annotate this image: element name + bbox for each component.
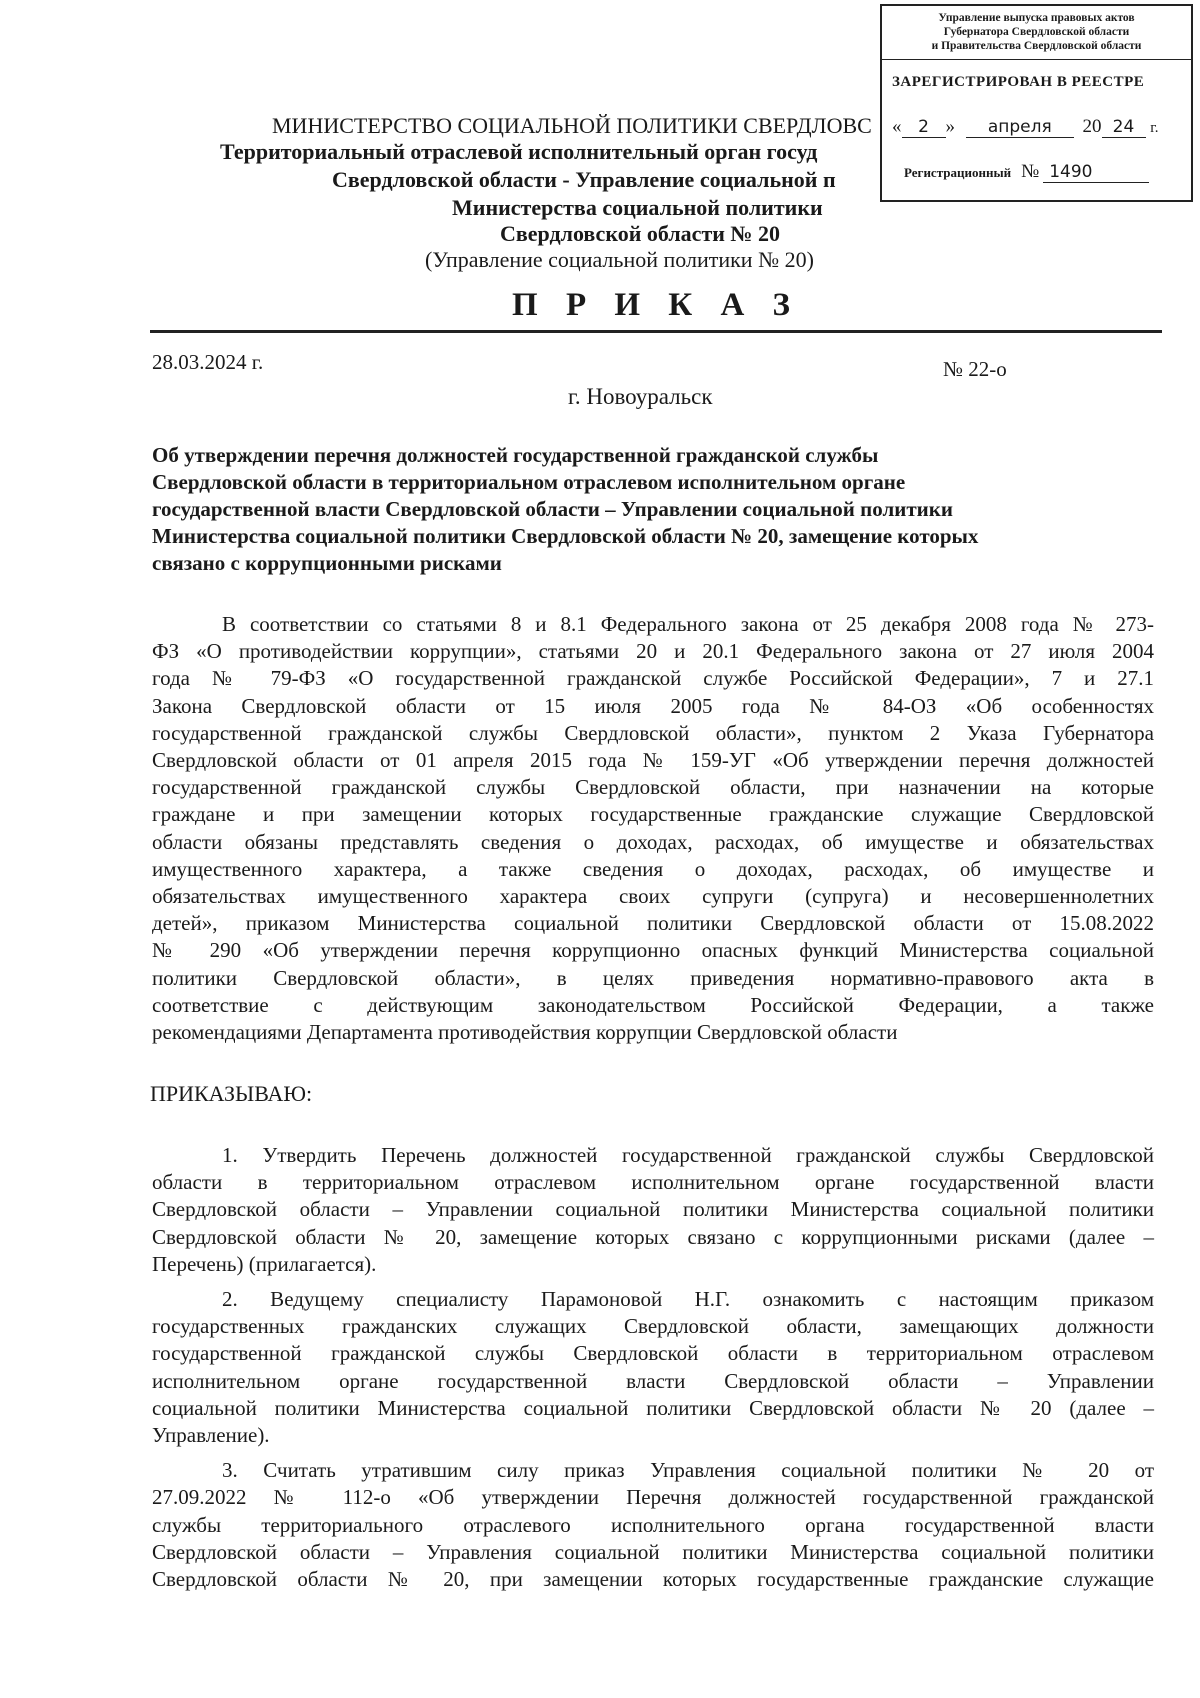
- stamp-year-unit: г.: [1150, 120, 1159, 136]
- preamble-line: Свердловской области от 01 апреля 2015 года № 159-УГ «Об утверждении перечня должностей: [152, 748, 1154, 773]
- preamble-line: № 290 «Об утверждении перечня коррупционно опасных функций Министерства социальной: [152, 938, 1154, 963]
- stamp-month: апреля: [966, 117, 1074, 138]
- item-2-line: государственных гражданских служащих Свердловской области, замещающих должности: [152, 1314, 1154, 1339]
- preamble-line: ФЗ «О противодействии коррупции», статьями 20 и 20.1 Федерального закона от 27 июля 2004: [152, 639, 1154, 664]
- title-line: Свердловской области в территориальном отраслевом исполнительном органе: [152, 470, 906, 494]
- item-2-line: исполнительном органе государственной власти Свердловской области – Управлении: [152, 1368, 1154, 1393]
- stamp-issuer-line: Управление выпуска правовых актов: [938, 12, 1135, 24]
- preamble-line: детей», приказом Министерства социальной политики Свердловской области от 15.08.2022: [152, 911, 1154, 936]
- org-name-line: Свердловской области - Управление социальной п: [332, 167, 836, 192]
- item-3-line: 3. Считать утратившим силу приказ Управления социальной политики № 20 от: [222, 1458, 1154, 1483]
- preamble-line: года № 79-ФЗ «О государственной гражданской службе Российской Федерации», 7 и 27.1: [152, 666, 1154, 691]
- item-1-line: 1. Утвердить Перечень должностей государственной гражданской службы Свердловской: [222, 1143, 1154, 1167]
- stamp-registration: [904, 161, 1149, 183]
- item-1-line: Свердловской области – Управлении социальной политики Министерства социальной политики: [152, 1197, 1154, 1222]
- item-2-line: Управление).: [152, 1423, 270, 1448]
- preamble-line: граждане и при замещении которых государственные гражданские служащие Свердловской: [152, 802, 1154, 827]
- item-3-line: Свердловской области – Управления социальной политики Министерства социальной политики: [152, 1539, 1154, 1564]
- title-line: Министерства социальной политики Свердловской области № 20, замещение которых: [152, 524, 979, 548]
- stamp-issuer-line: Губернатора Свердловской области: [943, 26, 1130, 38]
- document-title: [152, 442, 1132, 577]
- org-name-line: Свердловской области № 20: [500, 221, 781, 246]
- item-3-line: Свердловской области № 20, при замещении которых государственные гражданские служащие: [152, 1567, 1154, 1592]
- order-items: [152, 1142, 1154, 1593]
- preamble-line: рекомендациями Департамента противодействия коррупции Свердловской области: [152, 1020, 898, 1045]
- item-1-line: области в территориальном отраслевом исполнительном органе государственной власти: [152, 1170, 1154, 1195]
- org-name-line: Территориальный отраслевой исполнительный орган госуд: [220, 139, 818, 164]
- ministry-name: МИНИСТЕРСТВО СОЦИАЛЬНОЙ ПОЛИТИКИ СВЕРДЛОВС: [272, 113, 872, 138]
- order-word: ПРИКАЗЫВАЮ:: [150, 1081, 313, 1106]
- stamp-title: ЗАРЕГИСТРИРОВАН В РЕЕСТРЕ: [892, 74, 1145, 90]
- header-divider: [150, 330, 1162, 333]
- stamp-reg-label: Регистрационный: [904, 165, 1012, 180]
- preamble-line: В соответствии со статьями 8 и 8.1 Федерального закона от 25 декабря 2008 года № 273-: [222, 612, 1154, 636]
- stamp-reg-number: 1490: [1043, 162, 1149, 183]
- title-line: связано с коррупционными рисками: [152, 551, 502, 575]
- preamble-line: государственной гражданской службы Свердловской области», пунктом 2 Указа Губернатора: [152, 720, 1154, 745]
- org-name-line: Министерства социальной политики: [452, 195, 823, 220]
- stamp-reg-no-sign: №: [1021, 161, 1040, 182]
- document-date: 28.03.2024 г.: [152, 350, 264, 374]
- preamble-line: имущественного характера, а также сведения о доходах, расходах, об имуществе и: [152, 856, 1154, 881]
- registration-stamp: [880, 4, 1193, 202]
- item-2-line: государственной гражданской службы Свердловской области в территориальном отраслевом: [152, 1341, 1154, 1366]
- title-line: Об утверждении перечня должностей государственной гражданской службы: [152, 443, 879, 467]
- preamble-line: области обязаны представлять сведения о доходах, расходах, об имуществе и обязательствах: [152, 829, 1154, 854]
- stamp-year-prefix: 20: [1082, 116, 1102, 137]
- item-1-line: Свердловской области № 20, замещение которых связано с коррупционными рисками (далее –: [152, 1224, 1154, 1249]
- item-3-line: 27.09.2022 № 112-о «Об утверждении Перечня должностей государственной гражданской: [152, 1485, 1154, 1510]
- document-city: г. Новоуральск: [568, 384, 713, 409]
- document-number: № 22-о: [943, 357, 1007, 381]
- stamp-issuer: [882, 6, 1191, 60]
- preamble-line: политики Свердловской области», в целях приведения нормативно-правового акта в: [152, 965, 1154, 990]
- stamp-year-suffix: 24: [1102, 117, 1146, 138]
- item-3-line: службы территориального отраслевого исполнительного органа государственной власти: [152, 1512, 1154, 1537]
- preamble-line: обязательствах имущественного характера своих супруги (супруга) и несовершеннолетних: [152, 884, 1154, 909]
- stamp-issuer-line: и Правительства Свердловской области: [931, 40, 1142, 52]
- item-2-line: 2. Ведущему специалисту Парамоновой Н.Г. ознакомить с настоящим приказом: [222, 1287, 1154, 1312]
- document-type: П Р И К А З: [512, 287, 800, 323]
- stamp-date: « 2 » апреля 20 24 г.: [892, 116, 1159, 137]
- preamble-line: государственной гражданской службы Свердловской области, при назначении на которые: [152, 775, 1154, 800]
- item-2-line: социальной политики Министерства социальной политики Свердловской области № 20 (далее –: [152, 1395, 1154, 1420]
- preamble-paragraph: [152, 611, 1154, 1046]
- preamble-line: соответствие с действующим законодательством Российской Федерации, а также: [152, 992, 1154, 1017]
- org-short-name: (Управление социальной политики № 20): [425, 247, 814, 272]
- item-1-line: Перечень) (прилагается).: [152, 1251, 377, 1276]
- stamp-day: 2: [902, 117, 946, 138]
- title-line: государственной власти Свердловской области – Управлении социальной политики: [152, 497, 953, 521]
- preamble-line: Закона Свердловской области от 15 июля 2005 года № 84-ОЗ «Об особенностях: [152, 693, 1154, 718]
